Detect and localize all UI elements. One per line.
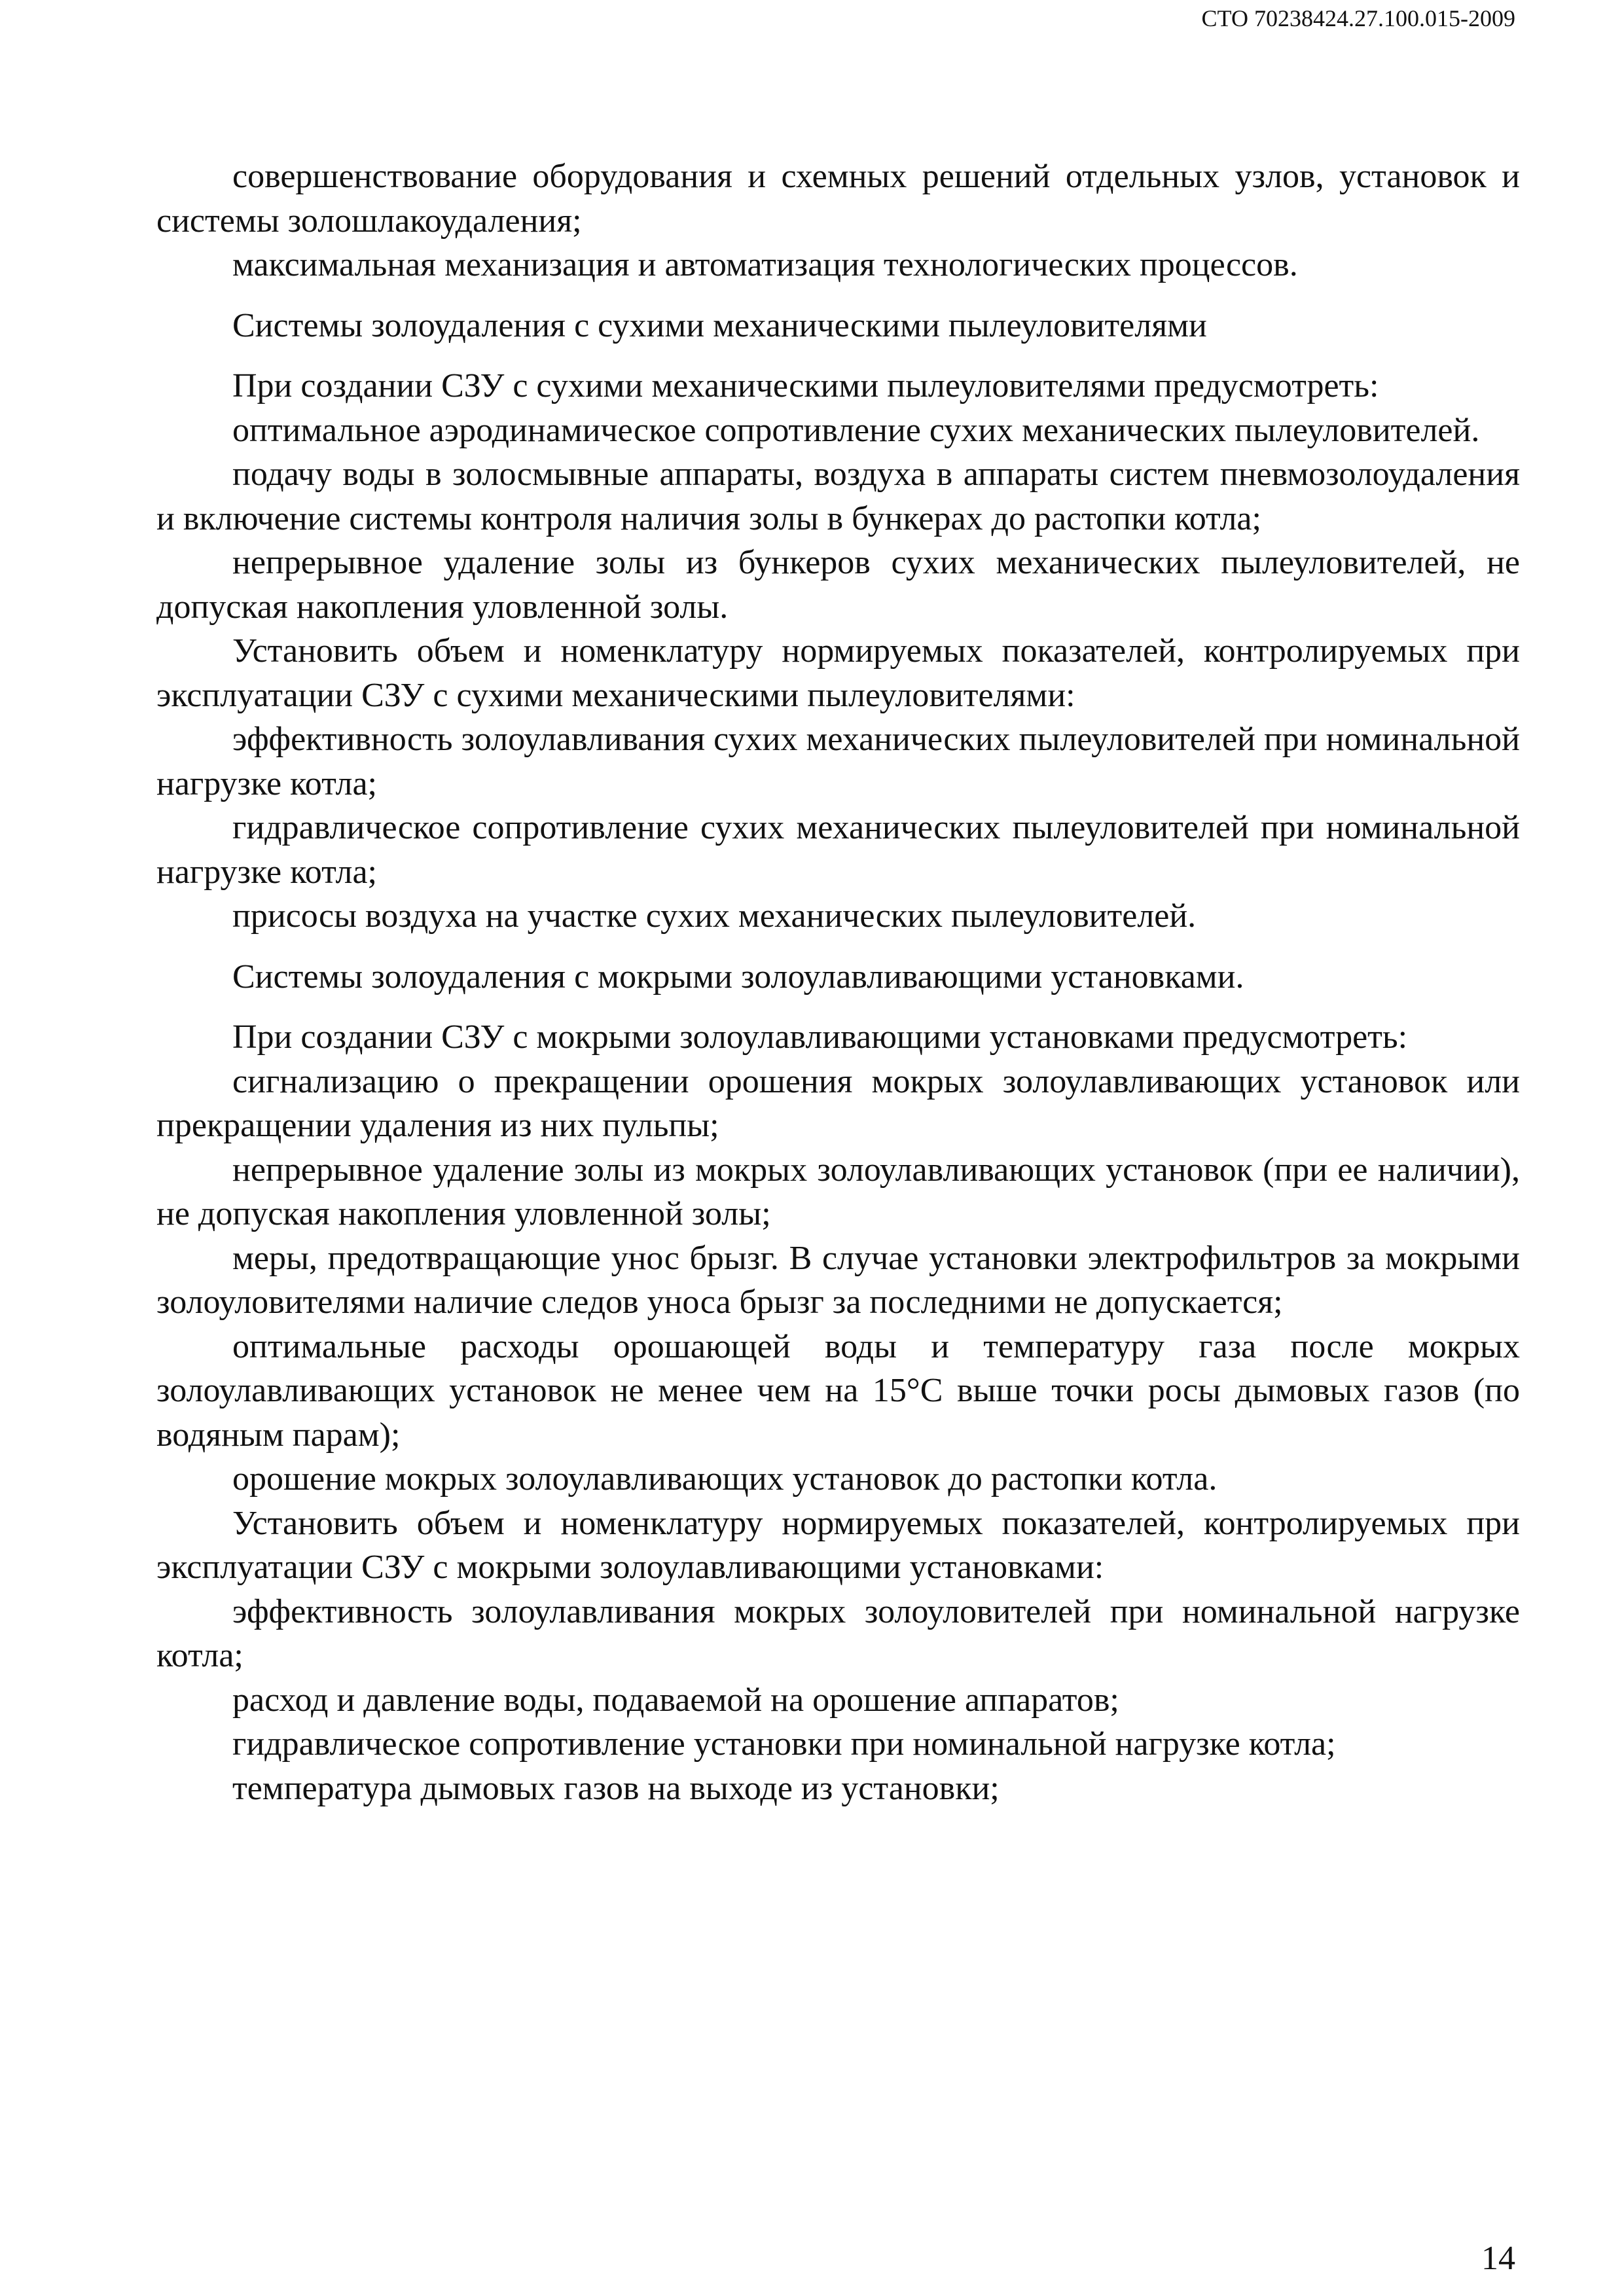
paragraph: оптимальные расходы орошающей воды и температуру газа после мокрых золоулавливающих установок не менее чем на 15°С выше точки росы дымовых газов (по водяным парам); xyxy=(156,1327,1520,1454)
paragraph: подачу воды в золосмывные аппараты, воздуха в аппараты систем пневмозолоудаления и включение системы контроля наличия золы в бункерах до растопки котла; xyxy=(156,456,1520,537)
paragraph: максимальная механизация и автоматизация технологических процессов. xyxy=(232,246,1298,283)
paragraph: оптимальное аэродинамическое сопротивление сухих механических пылеуловителей. xyxy=(232,411,1480,449)
paragraph: эффективность золоулавливания мокрых золоуловителей при номинальной нагрузке котла; xyxy=(156,1592,1520,1674)
paragraph: непрерывное удаление золы из мокрых золоулавливающих установок (при ее наличии), не допуская накопления уловленной золы; xyxy=(156,1151,1520,1232)
paragraph: присосы воздуха на участке сухих механических пылеуловителей. xyxy=(232,897,1197,935)
paragraph: меры, предотвращающие унос брызг. В случае установки электрофильтров за мокрыми золоуловителями наличие следов уноса брызг за последними не допускается; xyxy=(156,1239,1520,1321)
paragraph: Установить объем и номенклатуру нормируемых показателей, контролируемых при эксплуатации СЗУ с мокрыми золоулавливающими установками: xyxy=(156,1504,1520,1586)
document-code: СТО 70238424.27.100.015-2009 xyxy=(1201,5,1515,31)
paragraph: эффективность золоулавливания сухих механических пылеуловителей при номинальной нагрузке котла; xyxy=(156,721,1520,802)
paragraph: температура дымовых газов на выходе из установки; xyxy=(232,1769,1000,1807)
paragraph: непрерывное удаление золы из бункеров сухих механических пылеуловителей, не допуская накопления уловленной золы. xyxy=(156,544,1520,626)
page-number: 14 xyxy=(1481,2240,1515,2277)
document-body xyxy=(156,154,1520,1810)
paragraph: При создании СЗУ с мокрыми золоулавливающими установками предусмотреть: xyxy=(232,1018,1408,1056)
paragraph: Установить объем и номенклатуру нормируемых показателей, контролируемых при эксплуатации СЗУ с сухими механическими пылеуловителями: xyxy=(156,632,1520,714)
paragraph: сигнализацию о прекращении орошения мокрых золоулавливающих установок или прекращении удаления из них пульпы; xyxy=(156,1062,1520,1144)
paragraph: совершенствование оборудования и схемных решений отдельных узлов, установок и системы золошлакоудаления; xyxy=(156,158,1520,240)
section-heading: Системы золоудаления с сухими механическими пылеуловителями xyxy=(232,306,1207,344)
paragraph: При создании СЗУ с сухими механическими пылеуловителями предусмотреть: xyxy=(232,367,1379,404)
section-heading: Системы золоудаления с мокрыми золоулавливающими установками. xyxy=(232,958,1244,996)
paragraph: гидравлическое сопротивление сухих механических пылеуловителей при номинальной нагрузке котла; xyxy=(156,809,1520,891)
paragraph: гидравлическое сопротивление установки при номинальной нагрузке котла; xyxy=(232,1725,1336,1763)
paragraph: орошение мокрых золоулавливающих установок до растопки котла. xyxy=(232,1460,1218,1498)
paragraph: расход и давление воды, подаваемой на орошение аппаратов; xyxy=(232,1681,1119,1719)
